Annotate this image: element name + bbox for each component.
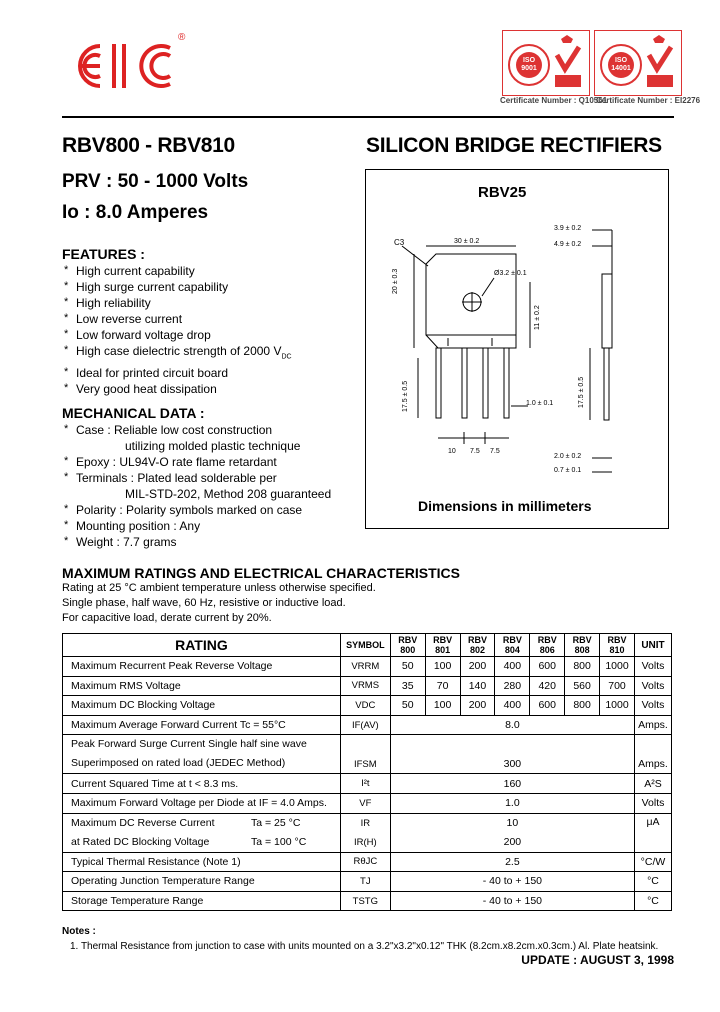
table-row: Typical Thermal Resistance (Note 1) RθJC 2.5 °C/W: [63, 852, 672, 872]
dim-side-width-2: 0.7 ± 0.1: [554, 467, 582, 474]
table-row: Peak Forward Surge Current Single half sine wave Superimposed on rated load (JEDEC Method) IFSM 300 Amps.: [63, 735, 672, 774]
col-part: RBV 804: [495, 634, 530, 657]
col-rating: RATING: [63, 634, 341, 657]
list-item: * High reliability: [62, 295, 352, 311]
list-item: * High case dielectric strength of 2000 $V_{DC}$: [62, 343, 352, 365]
table-row: Maximum Forward Voltage per Diode at IF = 4.0 Amps. VF 1.0 Volts: [63, 793, 672, 813]
col-part: RBV 808: [565, 634, 600, 657]
iso9001-label: ISO 9001: [521, 57, 537, 72]
dim-body-height: 11 ± 0.2: [534, 305, 541, 330]
iso14001-label: ISO 14001: [611, 57, 631, 72]
prv-rating: PRV : 50 - 1000 Volts: [62, 171, 249, 192]
cert2-number: Certificate Number : EI2276: [596, 96, 701, 105]
table-row: Maximum DC Reverse Current Ta = 25 °C at Rated DC Blocking Voltage Ta = 100 °C IR IR(H) 10 200 μA: [63, 813, 672, 852]
table-row: Storage Temperature Range TSTG - 40 to + 150 °C: [63, 891, 672, 911]
eic-logo: [66, 34, 190, 98]
io-rating: Io : 8.0 Amperes: [62, 202, 209, 223]
list-item: * Mounting position : Any: [62, 518, 362, 534]
table-row: Current Squared Time at t < 8.3 ms. I²t 160 A²S: [63, 774, 672, 794]
table-row: Maximum Recurrent Peak Reverse Voltage VRRM 50 100 200 400 600 800 1000 Volts: [63, 657, 672, 677]
list-item: * High surge current capability: [62, 279, 352, 295]
list-item: * Polarity : Polarity symbols marked on case: [62, 502, 362, 518]
dim-width: 30 ± 0.2: [454, 238, 480, 245]
col-part: RBV 802: [460, 634, 495, 657]
dim-thickness-1: 3.9 ± 0.2: [554, 225, 582, 232]
col-symbol: SYMBOL: [340, 634, 390, 657]
iso14001-badge: [594, 30, 682, 96]
diagram-caption: Dimensions in millimeters: [418, 498, 592, 514]
dim-pitch-1: 10: [448, 448, 456, 455]
table-row: Maximum RMS Voltage VRMS 35 70 140 280 420 560 700 Volts: [63, 676, 672, 696]
package-name: RBV25: [478, 184, 527, 201]
table-row: Maximum Average Forward Current Tc = 55°C IF(AV) 8.0 Amps.: [63, 715, 672, 735]
table-row: Operating Junction Temperature Range TJ - 40 to + 150 °C: [63, 872, 672, 892]
list-item: * High current capability: [62, 263, 352, 279]
cert1-number: Certificate Number : Q10561: [500, 96, 608, 105]
dim-lead-length: 17.5 ± 0.5: [402, 380, 409, 412]
note-1: 1. Thermal Resistance from junction to case with units mounted on a 3.2"x3.2"x0.12" THK (8.2cm.x8.2cm.x0.3cm.) Al. Plate heatsink.: [70, 941, 659, 952]
col-part: RBV 810: [600, 634, 635, 657]
update-date: UPDATE : AUGUST 3, 1998: [521, 953, 674, 967]
dim-lead-width: 1.0 ± 0.1: [526, 400, 554, 407]
mechanical-heading: MECHANICAL DATA :: [62, 405, 205, 421]
mechanical-list: [62, 422, 362, 550]
col-part: RBV 801: [425, 634, 460, 657]
features-heading: FEATURES :: [62, 246, 145, 262]
list-item: * Epoxy : UL94V-O rate flame retardant: [62, 454, 362, 470]
dim-pitch-3: 7.5: [490, 448, 500, 455]
part-range-title: RBV800 - RBV810: [62, 134, 235, 157]
notes-heading: Notes :: [62, 926, 96, 937]
col-unit: UNIT: [634, 634, 671, 657]
ratings-conditions: Rating at 25 °C ambient temperature unless otherwise specified. Single phase, half wave, 60 Hz, resistive or inductive load. For capacitive load, derate current by 20%.: [62, 582, 376, 624]
dim-pitch-2: 7.5: [470, 448, 480, 455]
registered-mark: ®: [178, 32, 186, 43]
features-list: [62, 263, 352, 397]
iso9001-badge: [502, 30, 590, 96]
list-item: * Low forward voltage drop: [62, 327, 352, 343]
col-part: RBV 800: [390, 634, 425, 657]
notes: [62, 926, 658, 952]
list-item: * Terminals : Plated lead solderable per MIL-STD-202, Method 208 guaranteed: [62, 470, 362, 502]
list-item: * Very good heat dissipation: [62, 381, 352, 397]
list-item: * Ideal for printed circuit board: [62, 365, 352, 381]
list-item: * Low reverse current: [62, 311, 352, 327]
ratings-table: [62, 633, 672, 911]
list-item: * Weight : 7.7 grams: [62, 534, 362, 550]
dim-c3: C3: [394, 238, 405, 247]
dim-thickness-2: 4.9 ± 0.2: [554, 241, 582, 248]
list-item: * Case : Reliable low cost construction utilizing molded plastic technique: [62, 422, 362, 454]
table-header-row: [63, 634, 672, 657]
package-outline-drawing: [366, 170, 668, 528]
ratings-heading: MAXIMUM RATINGS AND ELECTRICAL CHARACTERISTICS: [62, 565, 460, 581]
package-diagram: [365, 169, 669, 529]
category-title: SILICON BRIDGE RECTIFIERS: [366, 134, 662, 157]
col-part: RBV 806: [530, 634, 565, 657]
dim-side-width-1: 2.0 ± 0.2: [554, 453, 582, 460]
dim-side-length: 17.5 ± 0.5: [578, 376, 585, 408]
header-rule: [62, 116, 674, 118]
table-row: Maximum DC Blocking Voltage VDC 50 100 200 400 600 800 1000 Volts: [63, 696, 672, 716]
dim-hole: Ø3.2 ± 0.1: [494, 270, 527, 277]
dim-height: 20 ± 0.3: [392, 268, 399, 294]
